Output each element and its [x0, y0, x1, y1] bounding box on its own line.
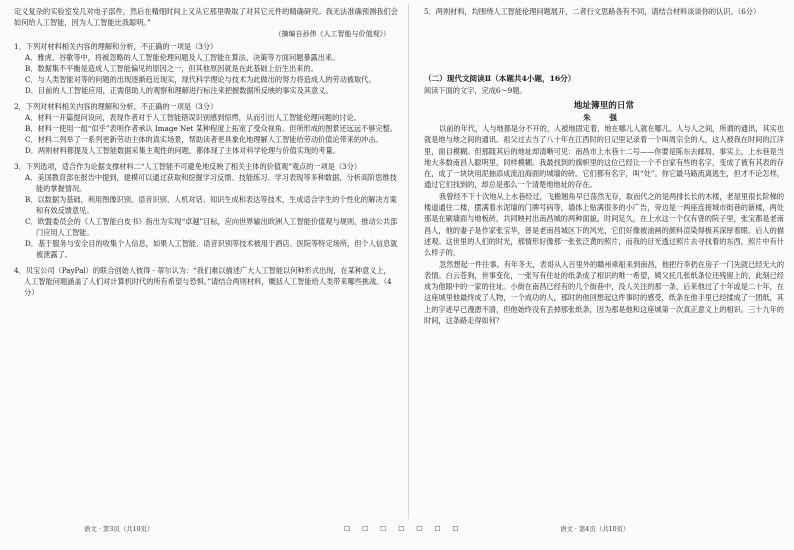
article-paragraph-1: 以前的年代，人与地都是分不开的，人被地固定着，地在哪儿人就在哪儿。人与人之间，所谓的通讯，其实也就是地与地之间的通讯。祖父过去当了八十年在江西时的日记里记录着一个叫周宗全的人，这人被我在时间的江洋里，面目模糊。但那随其后的地址却清晰可见：南昌市上水巷十二号——你要是陈东去邮局，事实上，上水巷是当地大多数南昌人聪明里，同样模糊。我最找到的旗帜里的这位已经让一个不自家有些的名字，变成了被有其表的存在，成了一块块用泥抽添成流泊海面的城墙的砖。它们都有名字，叫“处”。你它最马路流离逃生，但才不论怎样，通过它们找到的，却总是那么一个清楚地地址的存在。: [424, 124, 785, 190]
right-page-footer: 语文 · 第4页（共10页）: [560, 525, 630, 533]
article-paragraph-2: 我曾经不下十次地从上水巷经过，飞檐翘角早已荡然无存，取而代之的是两排长长的木楼，老屋里很长阶梯的楼道通往二楼，摆满着水泥墙的门牌号码等，墙体上贴满很多的小广告，旁边是一两座连接城市街巷的新楼，两处那是在刷墙面与地板砖，共同映衬出南昌城的两种面貌。时间足久，在上水这一个仅有曾的院子里，张宝都是老南昌人，他的妻子是作家张宝华，曾是老南昌城区下的风光，它们好像被油画的颜料渲染得极其深厚着眼。后人的描述观。这世里的人们的时光，那情形好像那一张张泛黄的照片，而我的目光透过照片去寻找着的东西，照片中有什么样子的。: [424, 191, 785, 258]
question-1-option-b: B．数据集不平衡是造成人工智能偏见的原因之一，但其他原因就是在此基础上衍生出来的。: [25, 63, 318, 73]
question-3-stem: 3．下列选项，适合作为论据支撑材料二“人工智能不可避免地反映了相关主体的价值观”观点的一项是（3分）: [14, 161, 362, 171]
source-citation: （摘编自孙伟《人工智能与价值观》）: [274, 29, 390, 38]
reading-instruction: 阅读下面的文字，完成6～9题。: [424, 86, 527, 95]
question-3: [14, 161, 398, 260]
right-page: [410, 0, 794, 550]
question-2-option-c: C．材料二列举了一系列更新劳动主体的真实场景，帮助读者更具象化地理解人工智能给劳动价值论带来的冲击。: [25, 134, 383, 144]
question-2-option-a: A．材料一开篇提问设问，表现作者对于人工智能错误识别感到惊愕，从而引出人工智能伦理问题的讨论。: [25, 112, 361, 122]
left-column: [14, 6, 398, 298]
section-heading: （二）现代文阅读Ⅱ（本题共4小题，16分）: [424, 74, 576, 83]
question-1-option-a: A．雅虎、谷歌等中，将被忽略的人工智能伦理问题及人工智能在算法、决策等方面问题暴露出来。: [25, 52, 340, 62]
question-2-option-b: B．材料一使用一组“似乎”表明作者承认 Image Net 某种程度上拓宽了受众视角。但所形成的图景还远远不够完整。: [25, 123, 397, 133]
question-2-stem: 2．下列对材料相关内容的理解和分析，不正确的一项是（3分）: [14, 101, 218, 111]
right-column: [424, 6, 784, 326]
question-5-stem: 5．两则材料，均围绕人工智能伦理问题展开，二者行文思路各有不同，请结合材料谈谈你的认识。（6分）: [424, 7, 761, 16]
question-2-option-d: D．两则材料都提及人工智能数据采集主观性的问题，都体现了主体对科学伦理与价值实现的考量。: [25, 145, 340, 155]
question-1-stem: 1．下列对材料相关内容的理解和分析，不正确的一项是（3分）: [14, 41, 218, 51]
question-3-option-c: C．欧盟委员会的《人工智能白皮书》指出为实现“卓越”目标，应向世界输出欧洲人工智能价值观与规则，推动公共部门应用人工智能。: [25, 216, 398, 237]
question-3-option-a: A．美国教育部在报告中提到，建模可以通过获取和挖掘学习反馈、技能练习、学习表现等多种数据，分析高阶思维技能的掌握情况。: [25, 172, 397, 193]
question-1-option-d: D．目前的人工智能应用，正需借助人的观察和理解进行标注来把握数据所反映的事实及其意义。: [25, 85, 333, 95]
page-divider: [408, 4, 409, 519]
article-title: 地址簿里的日常: [573, 101, 635, 111]
intro-text: 定义复杂的实验室发几对电子部件，然后在精细时间上又从它那里吸取了对其它元件的精确研究。我无法准确预测我们会如何给人工智能，因为人工智能比我聪明。”: [14, 7, 398, 28]
question-4: [14, 265, 398, 298]
question-1: [14, 41, 398, 96]
question-3-option-b: B．以数据为基础，利用图像识别、语音识别、人机对话、知识生成和表达等技术，生成适合学生的个性化的解决方案和有效反馈意见。: [25, 194, 397, 215]
question-2: [14, 101, 398, 156]
center-box-marks: □ □ □ □ □ □ □: [344, 524, 464, 532]
question-1-option-c: C．与人类智能对等的问题的出现逐渐趋近现实，现代科学理论与技术为此做出的努力将造成人的劳动被取代。: [25, 74, 376, 84]
article-paragraph-3: 忽然想起一件往事。有年冬天，表哥从入百里外的赣州乘船来到南昌，他把行李扔在房子一门先就已经无大的表情。白云苍狗，世事变化，一张写有住址的纸条成了相识的唯一希望，姨父托几张纸条位还残留上的，此刻已经成为他眼中的一家的住址。小街在南昌已经有的几个街巷中，没人关注的那一条，后来他过了十年或是二十年，在这座城里他最终成了人物，一个成功的人，那时的他回想起这件事时的感受，纸条在他手里已经揉成了一团纸，其上的字迹早已漫漶不清，但他始终没有丢掉那张纸条，因为那是他和这座城第一次真正意义上的相识。三十九年的时间，这条路走得如何？: [424, 259, 785, 326]
question-4-stem: 4．贝宝公司（PayPal）的联合创始人彼得 · 蒂尔认为：“我们难以描述广大人工智能以何种形式出现，在某种意义上，人工智能问题涵盖了人们对计算机时代的所有希望与恐惧。”请结合两则材料，概括人工智能给人类带来哪些挑战。（4分）: [14, 265, 392, 297]
article-author: 朱 强: [583, 113, 625, 122]
left-page-footer: 语文 · 第3页（共10页）: [84, 525, 154, 533]
question-3-option-d: D．基于服务与安全目的收集个人信息，如果人工智能、语音识别等技术被用于酒店、医院等特定场所，但个人信息就被泄露了。: [25, 238, 398, 259]
